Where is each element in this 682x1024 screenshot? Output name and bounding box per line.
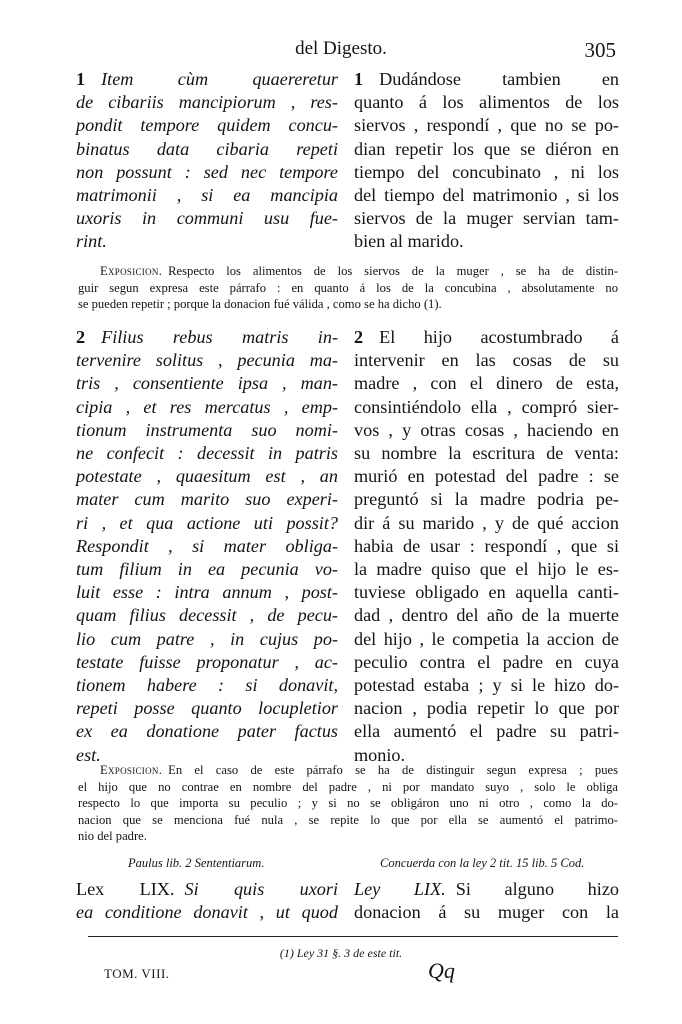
spanish-paragraph-2-line: tuviese obligado en aquella canti- [354,582,619,603]
latin-paragraph-1-line: pondit tempore quidem concu- [76,115,338,136]
latin-law-line: ea conditione donavit , ut quod [76,902,338,923]
latin-paragraph-2-line: quam filius decessit , de pecu- [76,605,338,626]
spanish-paragraph-2-line: la madre quiso que el hijo le es- [354,559,619,580]
note-line: Exposicion. En el caso de este párrafo se ha de distinguir segun expresa ; pues [100,763,618,777]
spanish-paragraph-1-line: quanto á los alimentos de los [354,92,619,113]
footnote-rule [88,936,618,937]
latin-paragraph-1-line: non possunt : sed nec tempore [76,161,338,182]
spanish-paragraph-2-line: preguntó si la madre podria pe- [354,489,619,510]
spanish-paragraph-2-line: monio. [354,744,406,765]
latin-paragraph-2-line: tervenire solitus , pecunia ma- [76,350,338,371]
note-line: respecto lo que importa su peculio ; y si no se obligáron uno ni otro , como la do- [78,796,618,811]
paragraph-number: 1 [76,69,86,89]
latin-paragraph-1-line: matrimonii , si ea mancipia [76,185,338,206]
latin-paragraph-1-line: binatus data cibaria repeti [76,138,338,159]
exposicion-note-1 [78,263,618,313]
paragraph-number: 2 [354,327,364,347]
spanish-paragraph-2-line: murió en potestad del padre : se [354,466,619,487]
volume-label: TOM. VIII. [104,966,170,981]
spanish-paragraph-2-line: peculio contra el padre en cuya [354,651,619,672]
latin-paragraph-2-line: ex ea donatione pater factus [76,721,338,742]
paragraph-number: 2 [76,327,86,347]
spanish-paragraph-2-line: madre , con el dinero de esta, [354,373,619,394]
paragraph-number: 1 [354,69,364,89]
running-title: del Digesto. [295,38,387,59]
latin-paragraph-2-line: ne confecit : decessit in patris [76,443,338,464]
spanish-paragraph-2-line: 2 El hijo acostumbrado á [354,327,619,347]
note-line: nacion que se menciona fué nula , se repite lo que por ella se aumentó el patrimo- [78,812,618,827]
latin-paragraph-1-line: uxoris in communi usu fue- [76,208,338,229]
latin-paragraph-2-line: tionem habere : si donavit, [76,675,338,696]
latin-paragraph-2-line: tionum instrumenta suo nomi- [76,419,338,440]
latin-paragraph-1-line: rint. [76,231,107,252]
spanish-paragraph-1-line: tiempo del concubinato , ni los [354,161,619,182]
footnote: (1) Ley 31 §. 3 de este tit. [279,946,403,960]
latin-paragraph-2 [76,326,338,767]
spanish-paragraph-2-line: dir á su marido , y de qué accion [354,512,619,533]
latin-paragraph-2-line: cipia , et res mercatus , emp- [76,396,338,417]
latin-paragraph-1-line: de cibariis mancipiorum , res- [76,92,338,113]
latin-paragraph-2-line: potestate , quaesitum est , an [76,466,338,487]
latin-paragraph-2-line: repeti posse quanto locupletior [76,698,338,719]
spanish-paragraph-2-line: dad , dentro del año de la muerte [354,605,619,626]
spanish-paragraph-1-line: dian repetir los que se diéron en [354,138,619,159]
latin-paragraph-2-line: luit esse : intra annum , post- [76,582,338,603]
spanish-law-text [354,878,619,924]
latin-law-text [76,878,338,924]
latin-paragraph-1-line: 1 Item cùm quaereretur [76,69,338,89]
spanish-paragraph-2-line: intervenir en las cosas de su [354,350,619,371]
spanish-paragraph-2-line: del hijo , le competia la accion de [354,628,619,649]
spanish-paragraph-1-line: siervos de la muger servian tam- [354,208,619,229]
spanish-paragraph-2-line: habia de usar : respondí , que si [354,535,619,556]
spanish-law-line: donacion á su muger con la [354,902,619,923]
source-citation-spanish: Concuerda con la ley 2 tit. 15 lib. 5 Cod. [380,856,585,870]
note-line: el hijo que no contrae en nombre del padre , ni por mandato suyo , solo le obliga [78,779,618,794]
latin-paragraph-2-line: est. [76,744,101,765]
spanish-paragraph-2-line: consintiéndolo ella , compró sier- [354,396,619,417]
note-label: Exposicion. [100,763,163,777]
exposicion-note-2 [78,762,618,845]
spanish-paragraph-1-line: 1 Dudándose tambien en [354,69,619,89]
source-citation-latin: Paulus lib. 2 Sententiarum. [128,856,265,870]
spanish-paragraph-2-line: su nombre la escritura de venta: [354,443,619,464]
spanish-paragraph-1-line: del tiempo del matrimonio , si los [354,185,619,206]
page-number: 305 [584,38,616,62]
note-line: se pueden repetir ; porque la donacion fué válida , como se ha dicho (1). [78,297,442,312]
spanish-paragraph-2-line: vos , y otras cosas , haciendo en [354,419,619,440]
note-label: Exposicion. [100,264,163,278]
latin-paragraph-2-line: tris , consentiente ipsa , man- [76,373,338,394]
latin-paragraph-2-line: tum filium in ea pecunia vo- [76,559,338,580]
latin-paragraph-2-line: ri , et qua actione uti possit? [76,512,338,533]
latin-paragraph-2-line: Respondit , si mater obliga- [76,535,338,556]
spanish-paragraph-2-line: potestad estaba ; y si le hizo do- [354,675,619,696]
spanish-paragraph-1 [354,68,619,254]
latin-paragraph-2-line: lio cum patre , in cujus po- [76,628,338,649]
latin-paragraph-2-line: 2 Filius rebus matris in- [76,327,338,347]
latin-paragraph-1 [76,68,338,254]
note-line: guir segun expresa este párrafo : en quanto á los de la concubina , absolutamente no [78,280,618,295]
spanish-paragraph-2 [354,326,619,767]
spanish-paragraph-1-line: siervos , respondí , que no se po- [354,115,619,136]
gathering-signature: Qq [428,958,455,983]
spanish-paragraph-2-line: nacion , podia repetir lo que por [354,698,619,719]
note-line: nio del padre. [78,829,147,844]
latin-paragraph-2-line: mater cum marito suo experi- [76,489,338,510]
spanish-paragraph-2-line: ella aumentó el padre su patri- [354,721,619,742]
law-heading: Ley LIX. [354,879,446,899]
note-line: Exposicion. Respecto los alimentos de los siervos de la muger , se ha de distin- [100,264,618,278]
spanish-paragraph-1-line: bien al marido. [354,231,464,252]
law-heading: Lex LIX. [76,879,175,899]
latin-law-line: Lex LIX. Si quis uxori [76,879,339,899]
spanish-law-line: Ley LIX. Si alguno hizo [354,879,619,899]
latin-paragraph-2-line: testate fuisse proponatur , ac- [76,651,338,672]
